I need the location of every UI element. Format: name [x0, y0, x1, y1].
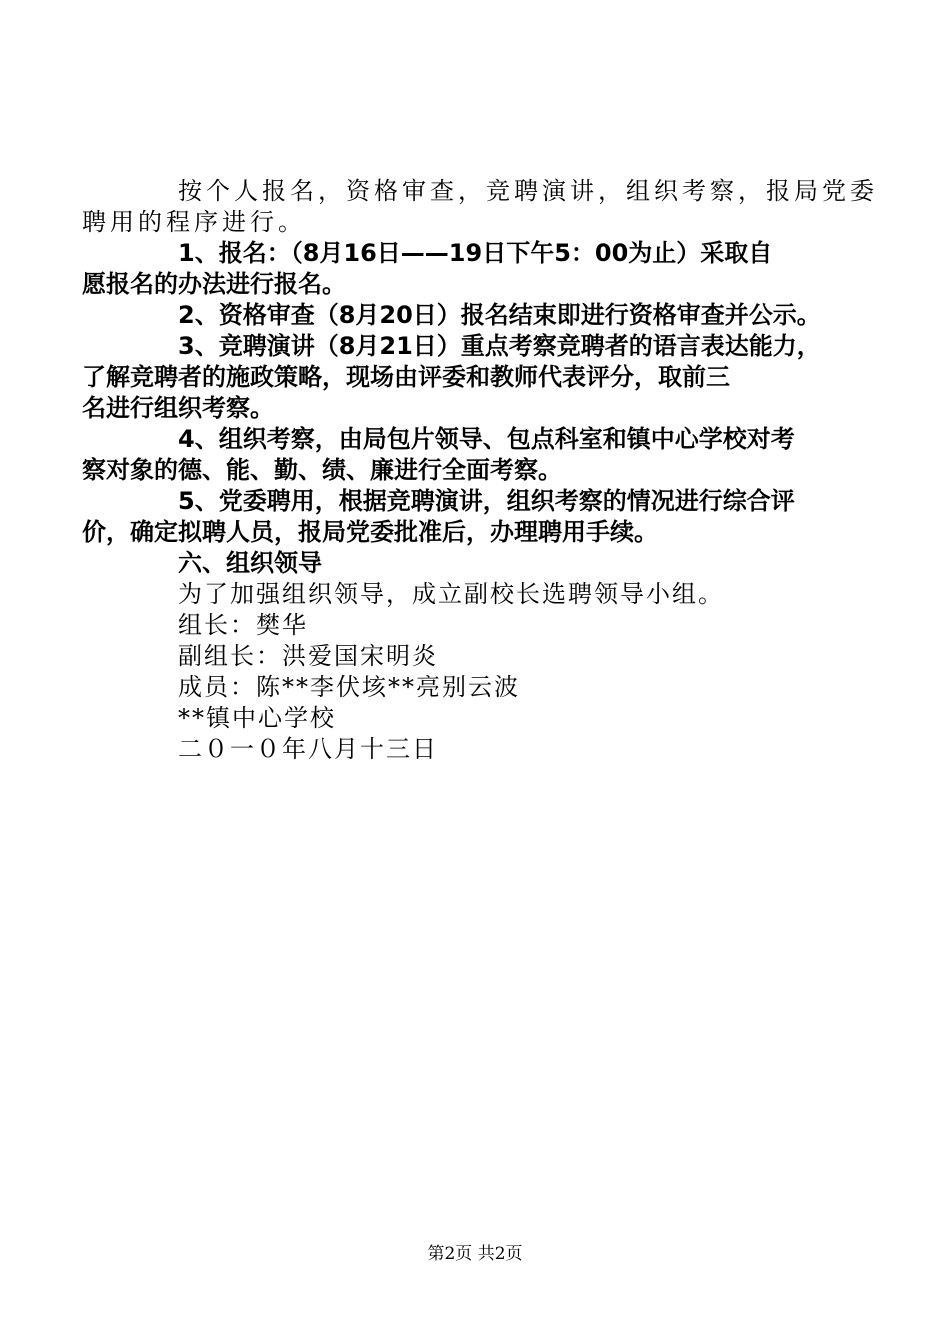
paragraph-line: 六、组织领导 — [178, 549, 322, 577]
paragraph-line: **镇中心学校 — [178, 704, 336, 732]
paragraph-line: 察对象的德、能、勤、绩、廉进行全面考察。 — [82, 456, 562, 484]
paragraph-line: 为了加强组织领导，成立副校长选聘领导小组。 — [178, 580, 724, 608]
document-body — [82, 176, 878, 765]
paragraph-step-1 — [82, 238, 842, 300]
paragraph-procedure — [82, 176, 878, 238]
section-heading-organization — [130, 548, 842, 579]
paragraph-line: 名进行组织考察。 — [82, 394, 274, 422]
paragraph-line: 副组长：洪爱国宋明炎 — [178, 642, 438, 670]
paragraph-line: 3、竞聘演讲（8月21日）重点考察竞聘者的语言表达能力， — [178, 332, 821, 360]
paragraph-line: 2、资格审查（8月20日）报名结束即进行资格审查并公示。 — [178, 301, 821, 329]
paragraph-line: 愿报名的办法进行报名。 — [82, 270, 346, 298]
paragraph-step-3 — [82, 331, 842, 424]
paragraph-line: 聘用的程序进行。 — [82, 208, 306, 236]
paragraph-date — [130, 734, 842, 765]
paragraph-step-4 — [82, 424, 842, 486]
paragraph-deputy-leader — [130, 641, 842, 672]
paragraph-line: 了解竞聘者的施政策略，现场由评委和教师代表评分，取前三 — [82, 363, 730, 391]
paragraph-step-2 — [130, 300, 842, 331]
paragraph-line: 1、报名：（8月16日——19日下午5：00为止）采取自 — [178, 239, 773, 267]
paragraph-line: 成员：陈**李伏垓**亮别云波 — [178, 673, 520, 701]
paragraph-line: 价，确定拟聘人员，报局党委批准后，办理聘用手续。 — [82, 518, 658, 546]
paragraph-line: 4、组织考察，由局包片领导、包点科室和镇中心学校对考 — [178, 425, 795, 453]
paragraph-issuer — [130, 703, 842, 734]
paragraph-line: 按个人报名，资格审查，竞聘演讲，组织考察，报局党委 — [178, 177, 878, 205]
paragraph-line: 二０一０年八月十三日 — [178, 735, 438, 763]
page-footer: 第2页 共2页 — [427, 1244, 523, 1264]
paragraph-leadership-group — [130, 579, 842, 610]
paragraph-group-leader — [130, 610, 842, 641]
paragraph-line: 5、党委聘用，根据竞聘演讲，组织考察的情况进行综合评 — [178, 487, 795, 515]
paragraph-step-5 — [82, 486, 842, 548]
paragraph-line: 组长：樊华 — [178, 611, 308, 639]
paragraph-members — [130, 672, 842, 703]
